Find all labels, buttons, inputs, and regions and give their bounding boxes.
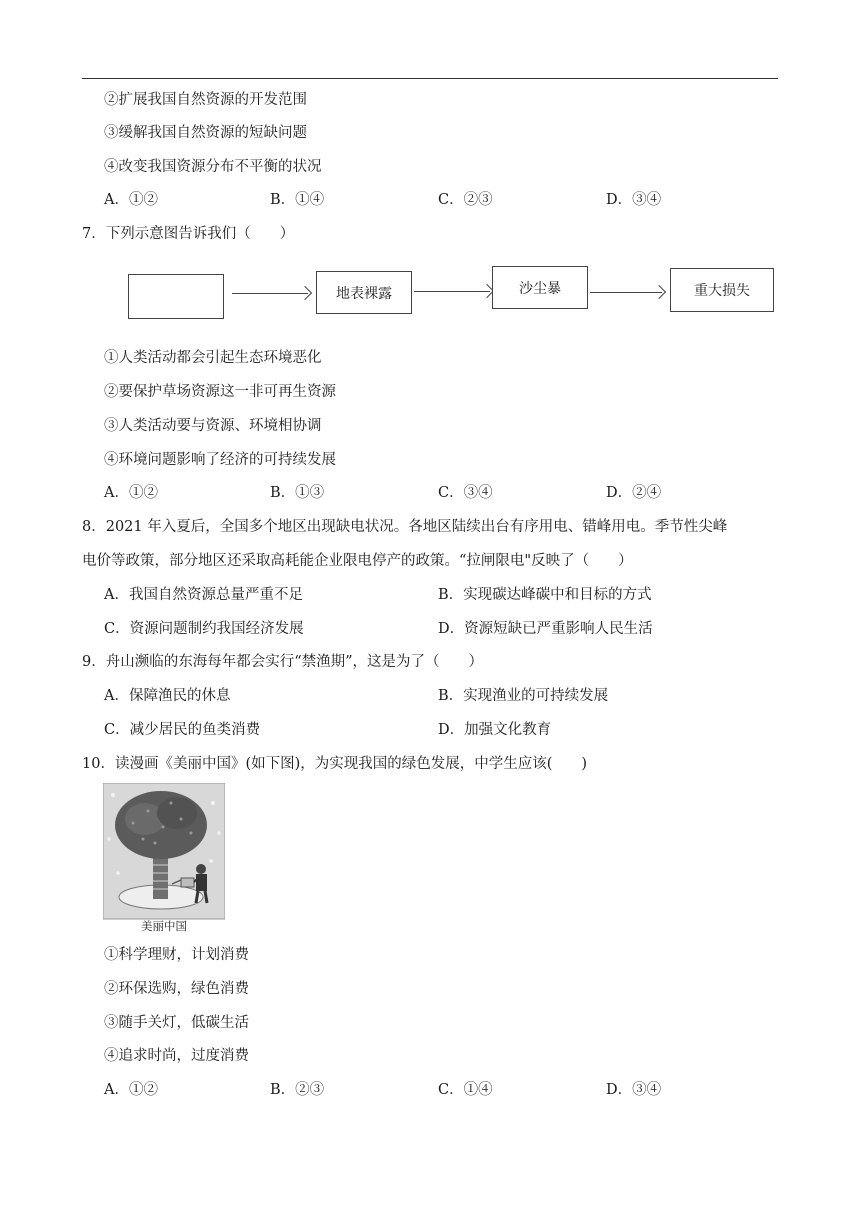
beautiful-china-cartoon <box>103 783 225 933</box>
q8-stem-line1: 8．2021 年入夏后，全国多个地区出现缺电状况。各地区陆续出台有序用电、错峰用电。季节性尖峰 <box>82 519 728 535</box>
q6-item-2: ②扩展我国自然资源的开发范围 <box>104 92 307 108</box>
q9-stem: 9．舟山濒临的东海每年都会实行“禁渔期”，这是为了（ ） <box>82 654 484 670</box>
q10-item-4: ④追求时尚，过度消费 <box>104 1048 249 1064</box>
q8-stem-line2: 电价等政策，部分地区还采取高耗能企业限电停产的政策。“拉闸限电"反映了（ ） <box>82 553 633 569</box>
cartoon-caption: 美丽中国 <box>141 919 187 933</box>
q10-option-c: C．①④ <box>438 1082 493 1098</box>
q7-option-c: C．③④ <box>438 485 493 501</box>
q6-option-c: C．②③ <box>438 192 493 208</box>
q9-option-b: B．实现渔业的可持续发展 <box>438 688 609 704</box>
q10-option-b: B．②③ <box>270 1082 325 1098</box>
q7-option-d: D．②④ <box>606 485 662 501</box>
q7-option-a: A．①② <box>104 485 158 501</box>
q7-stem: 7．下列示意图告诉我们（ ） <box>82 226 295 242</box>
flow-box-bare-surface: 地表裸露 <box>316 271 412 314</box>
q7-item-4: ④环境问题影响了经济的可持续发展 <box>104 452 336 468</box>
q6-option-b: B．①④ <box>270 192 325 208</box>
q6-item-3: ③缓解我国自然资源的短缺问题 <box>104 125 307 141</box>
q7-flow-diagram <box>126 262 778 320</box>
q6-item-4: ④改变我国资源分布不平衡的状况 <box>104 159 322 175</box>
flow-box-sandstorm: 沙尘暴 <box>492 266 588 309</box>
q9-option-d: D．加强文化教育 <box>438 722 552 738</box>
header-rule <box>82 78 778 79</box>
q10-item-1: ①科学理财，计划消费 <box>104 947 249 963</box>
q10-item-2: ②环保选购，绿色消费 <box>104 981 249 997</box>
q7-item-3: ③人类活动要与资源、环境相协调 <box>104 418 322 434</box>
q7-option-b: B．①③ <box>270 485 325 501</box>
flow-arrow-2 <box>414 291 490 292</box>
q8-option-d: D．资源短缺已严重影响人民生活 <box>438 621 653 637</box>
q10-stem: 10．读漫画《美丽中国》(如下图)，为实现我国的绿色发展，中学生应该( ) <box>82 756 588 772</box>
q10-item-3: ③随手关灯，低碳生活 <box>104 1015 249 1031</box>
flow-box-blank <box>128 274 224 319</box>
q10-option-a: A．①② <box>104 1082 158 1098</box>
q9-option-c: C．减少居民的鱼类消费 <box>104 722 261 738</box>
q9-option-a: A．保障渔民的休息 <box>104 688 231 704</box>
q6-option-d: D．③④ <box>606 192 662 208</box>
flow-arrow-3 <box>590 292 662 293</box>
flow-arrow-1 <box>232 293 308 294</box>
q8-option-c: C．资源问题制约我国经济发展 <box>104 621 304 637</box>
flow-box-heavy-loss: 重大损失 <box>670 268 774 312</box>
q7-item-2: ②要保护草场资源这一非可再生资源 <box>104 384 336 400</box>
q10-option-d: D．③④ <box>606 1082 662 1098</box>
q8-option-b: B．实现碳达峰碳中和目标的方式 <box>438 587 652 603</box>
q8-option-a: A．我国自然资源总量严重不足 <box>104 587 303 603</box>
q6-option-a: A．①② <box>104 192 158 208</box>
q7-item-1: ①人类活动都会引起生态环境恶化 <box>104 350 322 366</box>
